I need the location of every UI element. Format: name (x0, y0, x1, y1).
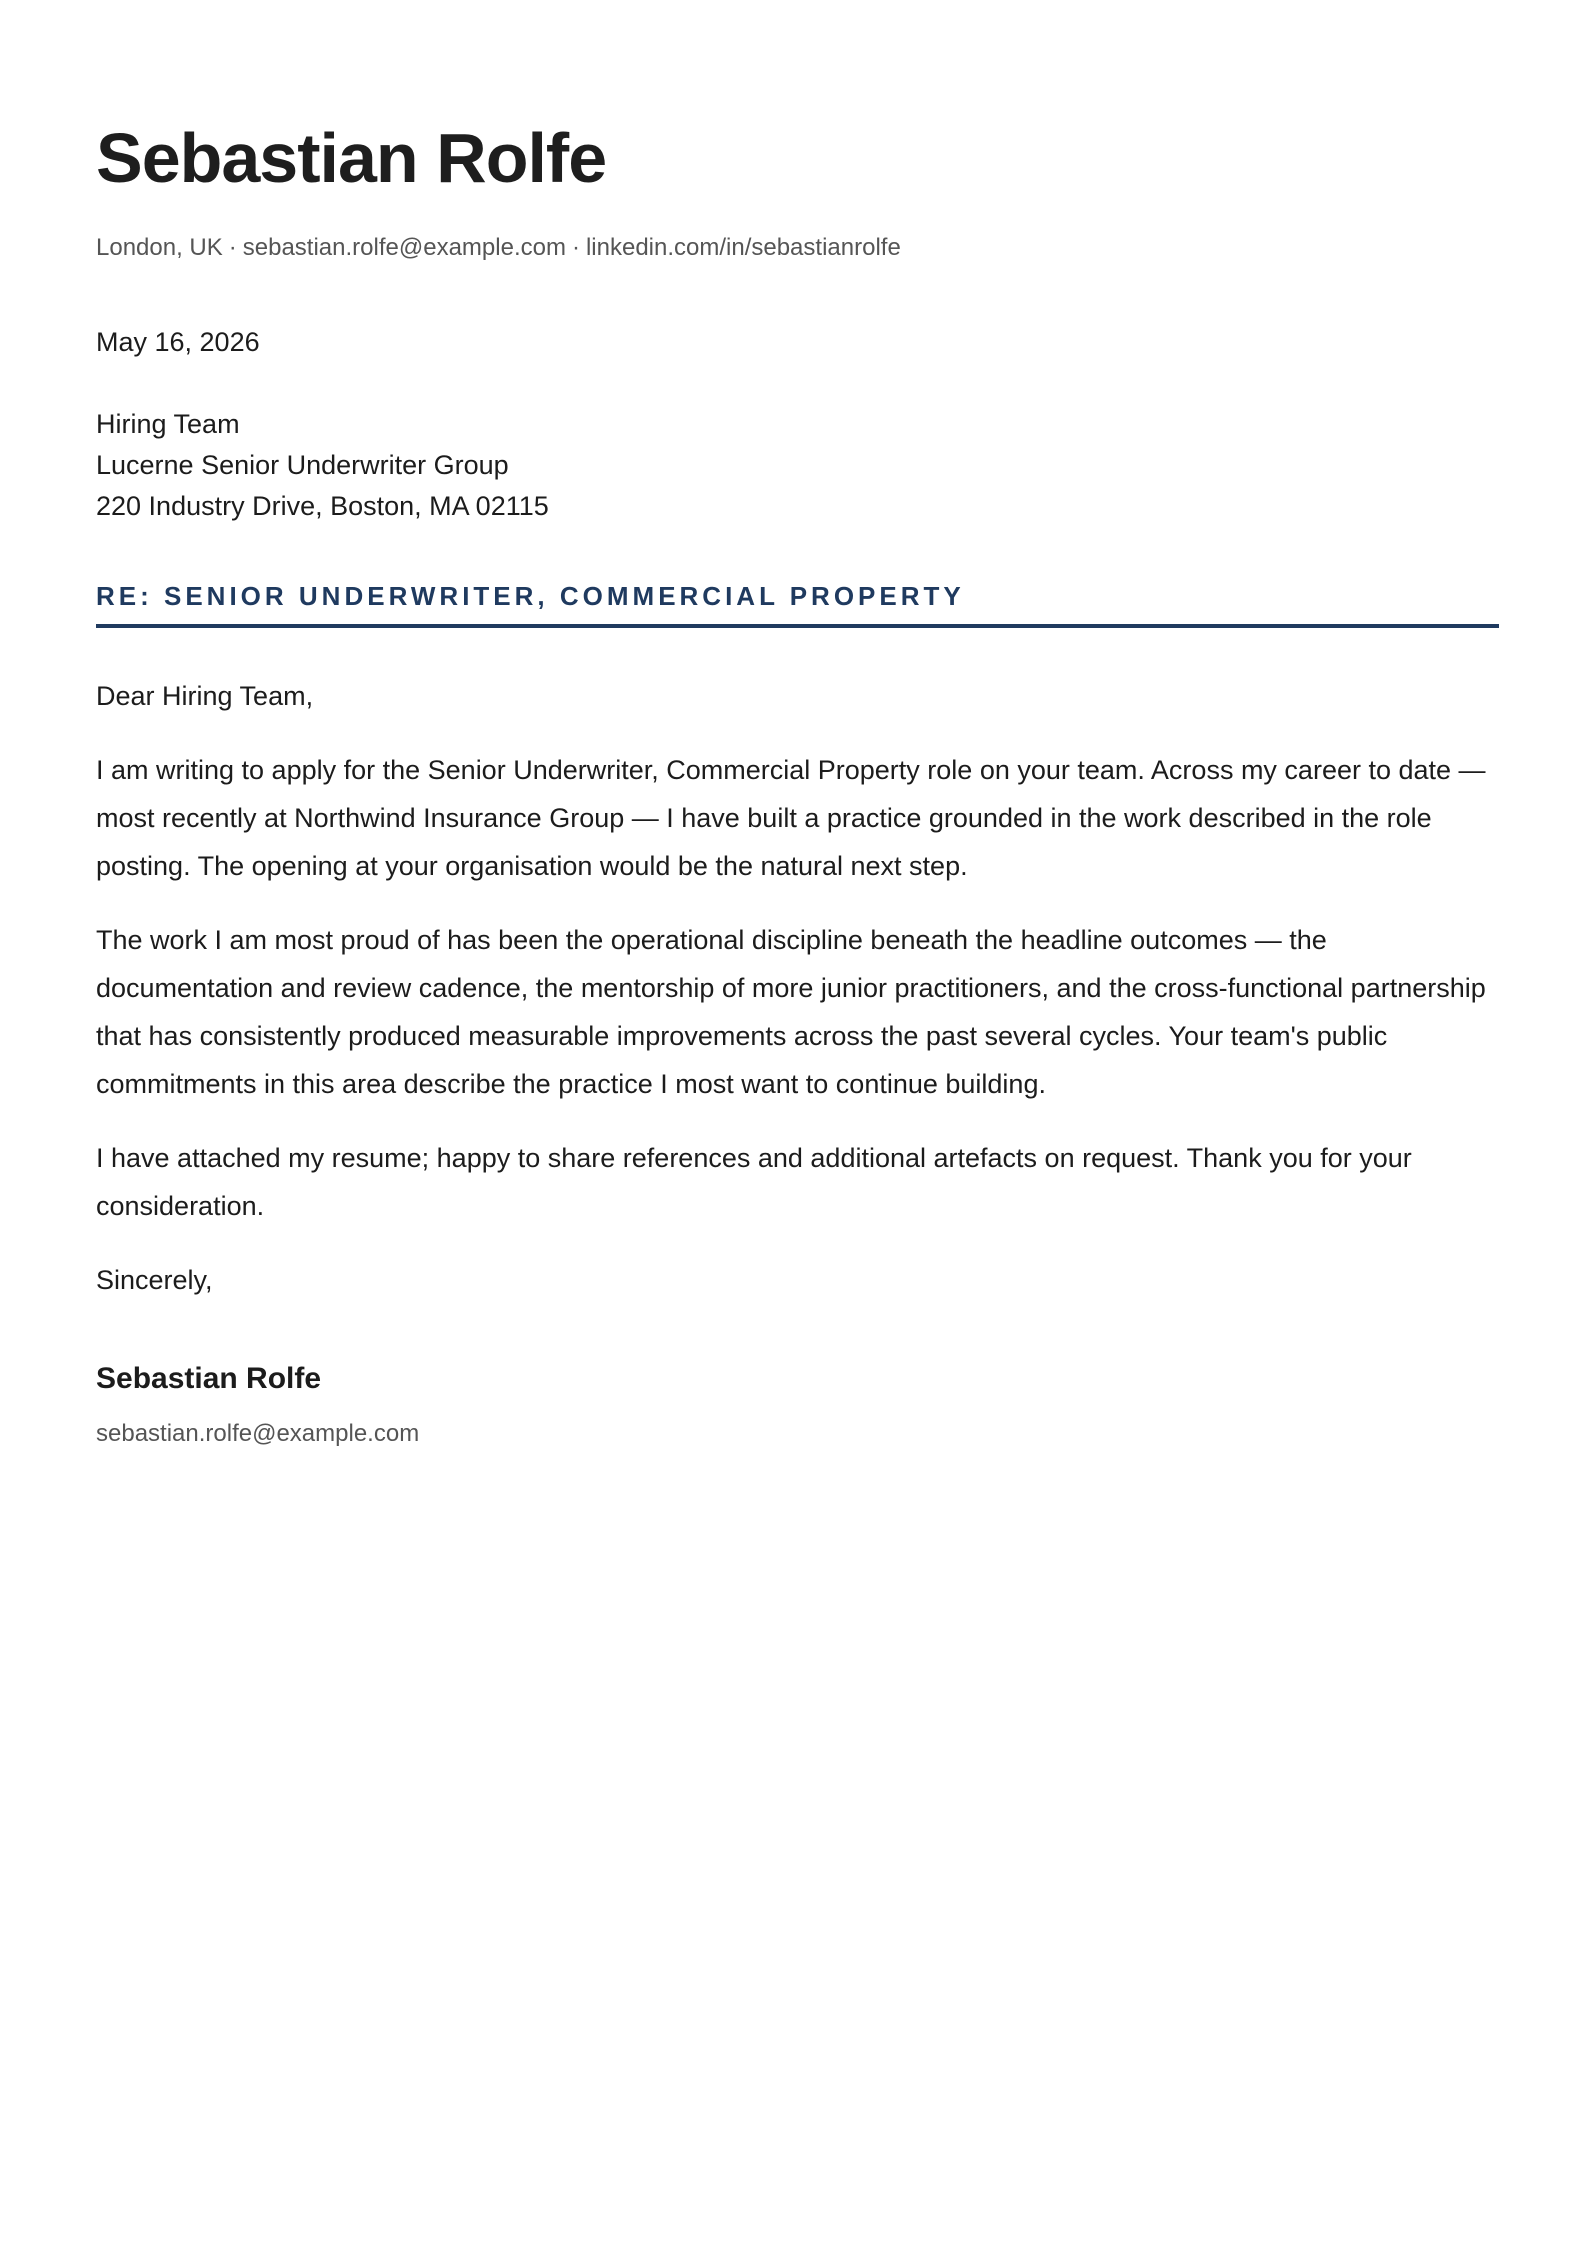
recipient-block (96, 404, 549, 527)
contact-location: London, UK (96, 234, 223, 261)
body-paragraph: I have attached my resume; happy to share references and additional artefacts on request. Thank you for your consideration. (96, 1143, 1412, 1221)
contact-linkedin: linkedin.com/in/sebastianrolfe (585, 234, 901, 261)
body-paragraph: The work I am most proud of has been the operational discipline beneath the headline outcomes — the documentation and review cadence, the mentorship of more junior practitioners, and the cross-functional partnership that has consistently produced measurable improvements across the past several cycles. Your team's public commitments in this area describe the practice I most want to continue building. (96, 925, 1486, 1099)
signature-email: sebastian.rolfe@example.com (96, 1420, 420, 1447)
body-paragraph: I am writing to apply for the Senior Underwriter, Commercial Property role on your team. Across my career to date — most recently at Northwind Insurance Group — I have built a practice grounded in the work described in the role posting. The opening at your organisation would be the natural next step. (96, 755, 1486, 881)
contact-separator: · (571, 234, 580, 261)
signature-name: Sebastian Rolfe (96, 1362, 322, 1395)
contact-email: sebastian.rolfe@example.com (242, 234, 566, 261)
letter-date: May 16, 2026 (96, 327, 260, 357)
recipient-line: 220 Industry Drive, Boston, MA 02115 (96, 491, 549, 521)
salutation: Dear Hiring Team, (96, 681, 314, 711)
signoff: Sincerely, (96, 1265, 213, 1295)
contact-separator: · (228, 234, 237, 261)
recipient-line: Lucerne Senior Underwriter Group (96, 450, 509, 480)
recipient-line: Hiring Team (96, 409, 240, 439)
subject-heading: RE: SENIOR UNDERWRITER, COMMERCIAL PROPERTY (96, 578, 1499, 628)
contact-line (96, 232, 901, 264)
letter-body (96, 672, 1499, 1256)
applicant-name: Sebastian Rolfe (96, 119, 607, 197)
